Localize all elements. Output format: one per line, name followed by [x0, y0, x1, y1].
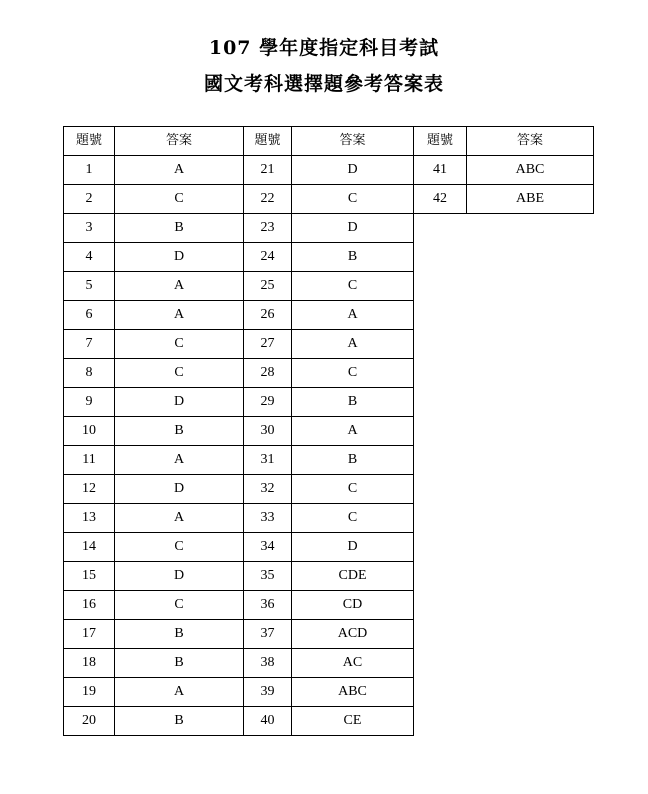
- question-number: 6: [64, 301, 115, 330]
- question-number: 29: [244, 388, 292, 417]
- answer-value: C: [115, 185, 244, 214]
- question-number: 39: [244, 678, 292, 707]
- table-header-row: [64, 127, 594, 156]
- answer-value: D: [115, 562, 244, 591]
- empty-cell: [414, 707, 467, 736]
- answer-value: B: [115, 707, 244, 736]
- question-number: 12: [64, 475, 115, 504]
- table-row: [64, 330, 594, 359]
- empty-cell: [414, 504, 467, 533]
- answer-value: A: [115, 156, 244, 185]
- empty-cell: [414, 301, 467, 330]
- table-row: [64, 185, 594, 214]
- question-number: 37: [244, 620, 292, 649]
- question-number: 23: [244, 214, 292, 243]
- table-row: [64, 214, 594, 243]
- answer-value: D: [292, 156, 414, 185]
- table-row: [64, 707, 594, 736]
- answer-value: B: [115, 417, 244, 446]
- question-number: 40: [244, 707, 292, 736]
- question-number: 22: [244, 185, 292, 214]
- answer-value: D: [292, 214, 414, 243]
- empty-cell: [414, 678, 467, 707]
- empty-cell: [414, 446, 467, 475]
- empty-cell: [467, 330, 594, 359]
- answer-value: B: [115, 214, 244, 243]
- answer-value: ACD: [292, 620, 414, 649]
- answer-value: B: [115, 649, 244, 678]
- answer-value: C: [292, 475, 414, 504]
- table-row: [64, 243, 594, 272]
- answer-value: C: [115, 359, 244, 388]
- question-number: 34: [244, 533, 292, 562]
- question-number: 18: [64, 649, 115, 678]
- question-number: 20: [64, 707, 115, 736]
- empty-cell: [414, 272, 467, 301]
- question-number: 3: [64, 214, 115, 243]
- answer-value: CE: [292, 707, 414, 736]
- table-row: [64, 272, 594, 301]
- table-row: [64, 475, 594, 504]
- empty-cell: [414, 330, 467, 359]
- empty-cell: [414, 620, 467, 649]
- table-row: [64, 562, 594, 591]
- answer-value: A: [292, 330, 414, 359]
- empty-cell: [414, 533, 467, 562]
- answer-value: B: [292, 388, 414, 417]
- table-row: [64, 388, 594, 417]
- answer-value: D: [115, 475, 244, 504]
- table-row: [64, 533, 594, 562]
- header-answer-col-3: 答案: [467, 127, 594, 156]
- answer-value: D: [115, 243, 244, 272]
- empty-cell: [467, 562, 594, 591]
- answer-value: A: [115, 272, 244, 301]
- question-number: 26: [244, 301, 292, 330]
- question-number: 33: [244, 504, 292, 533]
- question-number: 21: [244, 156, 292, 185]
- header-answer-col-1: 答案: [115, 127, 244, 156]
- empty-cell: [414, 562, 467, 591]
- empty-cell: [414, 649, 467, 678]
- question-number: 17: [64, 620, 115, 649]
- question-number: 27: [244, 330, 292, 359]
- empty-cell: [414, 214, 467, 243]
- question-number: 11: [64, 446, 115, 475]
- empty-cell: [467, 272, 594, 301]
- question-number: 14: [64, 533, 115, 562]
- header-answer-col-2: 答案: [292, 127, 414, 156]
- question-number: 10: [64, 417, 115, 446]
- empty-cell: [414, 591, 467, 620]
- question-number: 8: [64, 359, 115, 388]
- empty-cell: [467, 591, 594, 620]
- empty-cell: [467, 359, 594, 388]
- question-number: 36: [244, 591, 292, 620]
- empty-cell: [467, 620, 594, 649]
- question-number: 5: [64, 272, 115, 301]
- question-number: 19: [64, 678, 115, 707]
- answer-value: C: [115, 591, 244, 620]
- page-title: 107 學年度指定科目考試: [208, 37, 440, 59]
- empty-cell: [467, 504, 594, 533]
- question-number: 13: [64, 504, 115, 533]
- question-number: 32: [244, 475, 292, 504]
- empty-cell: [467, 707, 594, 736]
- answer-value: C: [115, 330, 244, 359]
- question-number: 4: [64, 243, 115, 272]
- table-row: [64, 591, 594, 620]
- empty-cell: [467, 533, 594, 562]
- answer-value: A: [115, 446, 244, 475]
- empty-cell: [414, 388, 467, 417]
- empty-cell: [467, 649, 594, 678]
- empty-cell: [467, 388, 594, 417]
- empty-cell: [414, 475, 467, 504]
- answer-value: A: [115, 678, 244, 707]
- empty-cell: [467, 214, 594, 243]
- answer-value: ABC: [467, 156, 594, 185]
- empty-cell: [467, 301, 594, 330]
- table-row: [64, 417, 594, 446]
- page-subtitle: 國文考科選擇題參考答案表: [203, 73, 444, 95]
- answer-value: C: [292, 359, 414, 388]
- empty-cell: [414, 417, 467, 446]
- answer-value: B: [292, 243, 414, 272]
- table-row: [64, 446, 594, 475]
- question-number: 28: [244, 359, 292, 388]
- question-number: 38: [244, 649, 292, 678]
- answer-value: A: [292, 417, 414, 446]
- question-number: 25: [244, 272, 292, 301]
- table-row: [64, 649, 594, 678]
- table-row: [64, 359, 594, 388]
- header-question-col-3: 題號: [414, 127, 467, 156]
- empty-cell: [467, 475, 594, 504]
- empty-cell: [414, 243, 467, 272]
- empty-cell: [467, 243, 594, 272]
- question-number: 41: [414, 156, 467, 185]
- table-row: [64, 678, 594, 707]
- empty-cell: [467, 678, 594, 707]
- header-question-col-2: 題號: [244, 127, 292, 156]
- answer-value: B: [292, 446, 414, 475]
- answer-value: C: [292, 272, 414, 301]
- answer-value: C: [292, 185, 414, 214]
- question-number: 15: [64, 562, 115, 591]
- table-row: [64, 620, 594, 649]
- answer-value: AC: [292, 649, 414, 678]
- answer-value: A: [115, 301, 244, 330]
- table-row: [64, 156, 594, 185]
- question-number: 7: [64, 330, 115, 359]
- table-row: [64, 504, 594, 533]
- question-number: 9: [64, 388, 115, 417]
- answer-value: A: [115, 504, 244, 533]
- question-number: 31: [244, 446, 292, 475]
- header-question-col-1: 題號: [64, 127, 115, 156]
- question-number: 42: [414, 185, 467, 214]
- answer-value: CDE: [292, 562, 414, 591]
- answer-value: A: [292, 301, 414, 330]
- question-number: 16: [64, 591, 115, 620]
- answer-value: C: [115, 533, 244, 562]
- answer-value: ABC: [292, 678, 414, 707]
- answer-value: B: [115, 620, 244, 649]
- answer-value: C: [292, 504, 414, 533]
- empty-cell: [414, 359, 467, 388]
- answer-value: ABE: [467, 185, 594, 214]
- question-number: 2: [64, 185, 115, 214]
- question-number: 35: [244, 562, 292, 591]
- empty-cell: [467, 417, 594, 446]
- empty-cell: [467, 446, 594, 475]
- question-number: 1: [64, 156, 115, 185]
- question-number: 30: [244, 417, 292, 446]
- question-number: 24: [244, 243, 292, 272]
- table-row: [64, 301, 594, 330]
- answer-value: D: [292, 533, 414, 562]
- answer-value: CD: [292, 591, 414, 620]
- answer-table: [63, 126, 594, 736]
- answer-value: D: [115, 388, 244, 417]
